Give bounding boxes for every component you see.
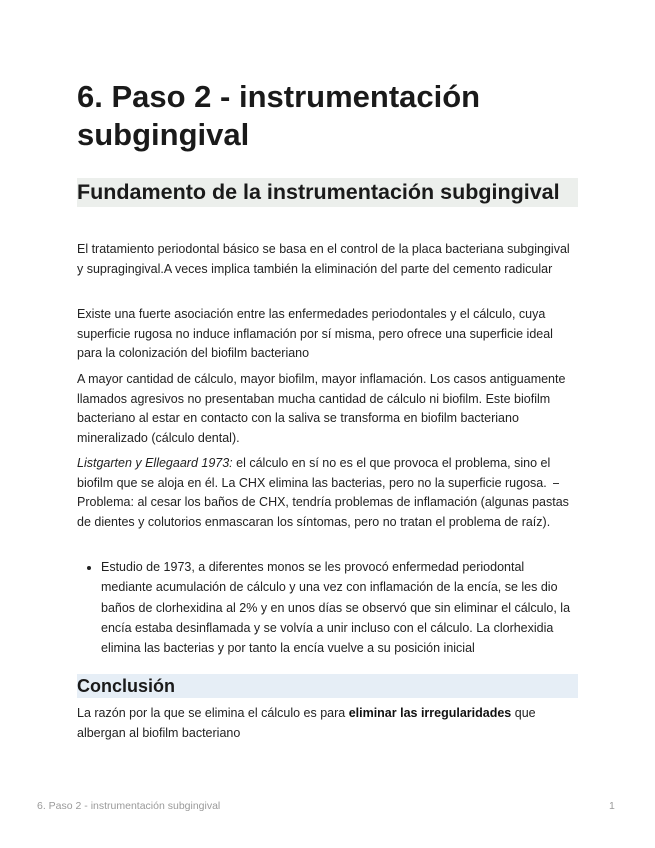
paragraph-2: Existe una fuerte asociación entre las enfermedades periodontales y el cálculo, cuya superficie rugosa no induce inflamación por sí misma, pero ofrece una superficie ideal para la colonización del biofilm bacteriano [77, 307, 553, 360]
conclusion-bold: eliminar las irregularidades [348, 706, 512, 720]
dash-mark [553, 483, 559, 484]
page-title: 6. Paso 2 - instrumentación subgingival [77, 79, 481, 152]
conclusion-text-a: La razón por la que se elimina el cálculo es para [77, 706, 349, 720]
section-heading-fundamento: Fundamento de la instrumentación subgingival [77, 180, 560, 204]
paragraph-4-problem: Problema: al cesar los baños de CHX, tendría problemas de inflamación (algunas pastas de dientes y colutorios enmascaran los síntomas, pero no tratan el problema de raíz). [77, 495, 569, 529]
paragraph-4 [77, 454, 578, 532]
conclusion-heading-box [77, 674, 578, 698]
footer-title: 6. Paso 2 - instrumentación subgingival [37, 800, 221, 812]
conclusion-text-b: que albergan al biofilm bacteriano [77, 706, 536, 740]
reference-citation: Listgarten y Ellegaard 1973: [77, 456, 233, 470]
bullet-list [77, 557, 578, 658]
list-item: • Estudio de 1973, a diferentes monos se les provocó enfermedad periodontal mediante acumulación de cálculo y una vez con inflamación de la encía, se les dio baños de clorhexidina al 2% y en unos días se observó que sin eliminar el cálculo, la encía estaba desinflamada y se volvía a unir incluso con el cálculo. La clorhexidia elimina las bacterias y por tanto la encía vuelve a su posición inicial [101, 557, 578, 658]
paragraph-1: El tratamiento periodontal básico se basa en el control de la placa bacteriana subgingival y supragingival.A veces implica también la eliminación del parte del cemento radicular [77, 242, 570, 276]
page-number: 1 [609, 800, 615, 812]
section-heading-conclusion: Conclusión [77, 676, 175, 696]
section-heading-box [77, 178, 578, 207]
paragraph-3: A mayor cantidad de cálculo, mayor biofilm, mayor inflamación. Los casos antiguamente llamados agresivos no presentaban mucha cantidad de cálculo ni biofilm. Este biofilm bacteriano al estar en contacto con la saliva se transforma en biofilm bacteriano mineralizado (cálculo dental). [77, 372, 566, 445]
paragraph-4-text: el cálculo en sí no es el que provoca el problema, sino el biofilm que se aloja en él. La CHX elimina las bacterias, pero no la superficie rugosa. [77, 456, 551, 490]
conclusion-paragraph [77, 704, 578, 743]
